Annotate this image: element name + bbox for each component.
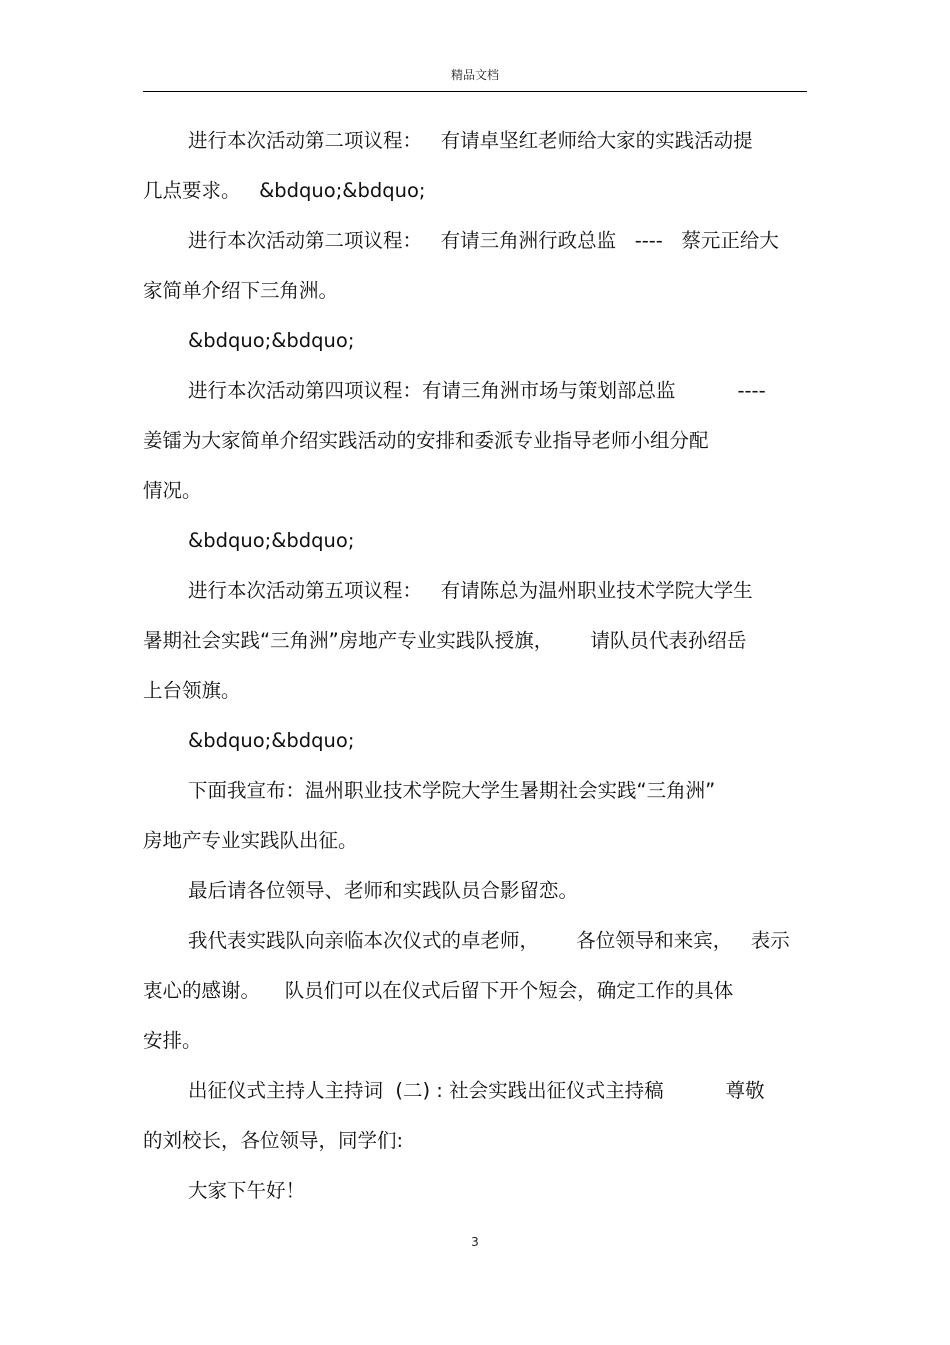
page-header: 精品文档: [450, 68, 499, 82]
paragraph-line-22: 大家下午好！: [188, 1179, 306, 1202]
paragraph-line-18: 衷心的感谢。 队员们可以在仪式后留下开个短会，确定工作的具体: [143, 979, 734, 1002]
header-divider: [143, 91, 807, 92]
paragraph-line-4: 家简单介绍下三角洲。: [143, 279, 339, 302]
paragraph-line-7: 姜镭为大家简单介绍实践活动的安排和委派专业指导老师小组分配: [143, 429, 709, 452]
page-number: 3: [471, 1235, 479, 1249]
paragraph-line-20: 出征仪式主持人主持词 (二) : 社会实践出征仪式主持稿 尊敬: [188, 1079, 765, 1102]
paragraph-line-10: 进行本次活动第五项议程： 有请陈总为温州职业技术学院大学生: [188, 579, 753, 602]
paragraph-line-16: 最后请各位领导、老师和实践队员合影留恋。: [188, 879, 579, 902]
paragraph-line-3: 进行本次活动第二项议程： 有请三角洲行政总监 ---- 蔡元正给大: [188, 229, 779, 252]
paragraph-line-13: &bdquo;&bdquo;: [188, 729, 355, 752]
paragraph-line-9: &bdquo;&bdquo;: [188, 529, 355, 552]
paragraph-line-1: 进行本次活动第二项议程： 有请卓坚红老师给大家的实践活动提: [188, 129, 753, 152]
paragraph-line-15: 房地产专业实践队出征。: [143, 829, 358, 852]
paragraph-line-21: 的刘校长，各位领导，同学们:: [143, 1129, 404, 1152]
paragraph-line-14: 下面我宣布：温州职业技术学院大学生暑期社会实践“三角洲”: [188, 779, 716, 802]
paragraph-line-5: &bdquo;&bdquo;: [188, 329, 355, 352]
paragraph-line-17: 我代表实践队向亲临本次仪式的卓老师， 各位领导和来宾， 表示: [188, 929, 790, 952]
paragraph-line-12: 上台领旗。: [143, 679, 241, 702]
paragraph-line-6: 进行本次活动第四项议程：有请三角洲市场与策划部总监 ----: [188, 379, 766, 402]
paragraph-line-11: 暑期社会实践“三角洲”房地产专业实践队授旗， 请队员代表孙绍岳: [143, 629, 747, 652]
paragraph-line-19: 安排。: [143, 1029, 202, 1052]
paragraph-line-2: 几点要求。 &bdquo;&bdquo;: [143, 179, 426, 202]
paragraph-line-8: 情况。: [143, 479, 202, 502]
